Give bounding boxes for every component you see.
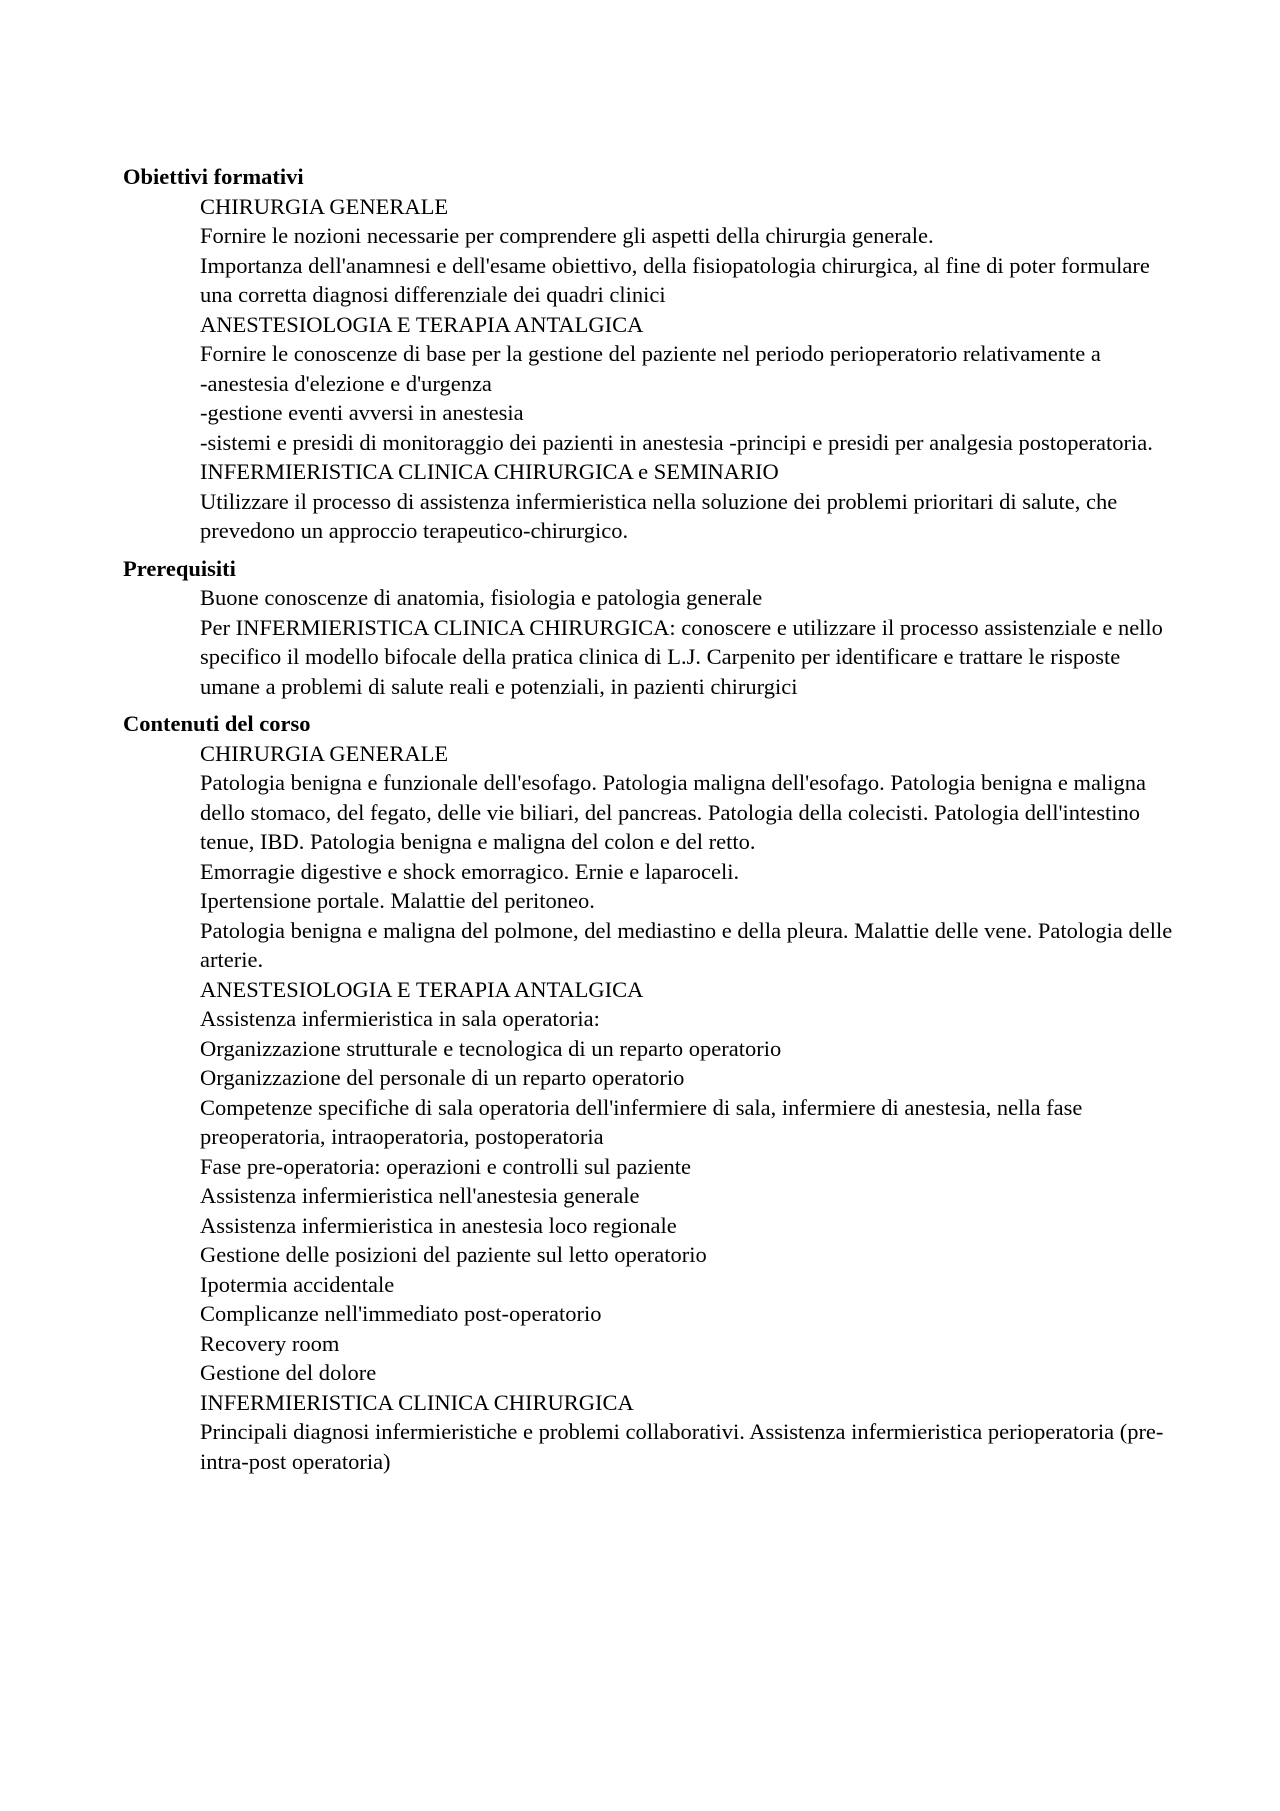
text-line: Ipertensione portale. Malattie del peritoneo. (200, 888, 595, 913)
text-line: Recovery room (200, 1330, 340, 1356)
text-line: Gestione delle posizioni del paziente sul letto operatorio (200, 1242, 707, 1267)
text-line: Complicanze nell'immediato post-operatorio (200, 1301, 602, 1326)
text-line: Importanza dell'anamnesi e dell'esame obiettivo, della fisiopatologia chirurgica, al fine di poter formulare una corretta diagnosi differenziale dei quadri clinici (200, 252, 1150, 307)
text-line: -gestione eventi avversi in anestesia (200, 400, 524, 425)
text-line: Organizzazione del personale di un reparto operatorio (200, 1065, 685, 1090)
text-line: ANESTESIOLOGIA E TERAPIA ANTALGICA (200, 311, 644, 337)
document-page (123, 162, 1183, 1476)
text-line: Patologia benigna e maligna del polmone, del mediastino e della pleura. Malattie delle vene. Patologia delle arterie. (200, 917, 1173, 972)
text-line: Fase pre-operatoria: operazioni e controlli sul paziente (200, 1153, 692, 1179)
text-line: Assistenza infermieristica in sala operatoria: (200, 1006, 600, 1031)
text-line: Competenze specifiche di sala operatoria dell'infermiere di sala, infermiere di anestesia, nella fase preoperatoria, intraoperatoria, postoperatoria (200, 1094, 1083, 1149)
text-line: Patologia benigna e funzionale dell'esofago. Patologia maligna dell'esofago. Patologia benigna e maligna dello stomaco, del fegato, delle vie biliari, del pancreas. Patologia della colecisti. Patologia dell'intestino tenue, IBD. Patologia benigna e maligna del colon e del retto. (200, 770, 1146, 854)
text-line: Assistenza infermieristica in anestesia loco regionale (200, 1212, 677, 1238)
text-line: ANESTESIOLOGIA E TERAPIA ANTALGICA (200, 976, 644, 1002)
section-body (200, 583, 1180, 701)
section-body (200, 739, 1180, 1477)
text-line: Fornire le conoscenze di base per la gestione del paziente nel periodo perioperatorio relativamente a (200, 341, 1101, 366)
text-line: CHIRURGIA GENERALE (200, 740, 449, 766)
text-line: INFERMIERISTICA CLINICA CHIRURGICA e SEMINARIO (200, 459, 779, 484)
text-line: Fornire le nozioni necessarie per comprendere gli aspetti della chirurgia generale. (200, 223, 934, 248)
section-contenuti-del-corso (123, 709, 1183, 1476)
text-line: Buone conoscenze di anatomia, fisiologia e patologia generale (200, 585, 763, 610)
text-line: Principali diagnosi infermieristiche e problemi collaborativi. Assistenza infermieristica perioperatoria (pre-intra-post operatoria) (200, 1419, 1164, 1474)
text-line: Gestione del dolore (200, 1360, 377, 1385)
text-line: -anestesia d'elezione e d'urgenza (200, 370, 492, 396)
section-body (200, 192, 1180, 546)
section-obiettivi-formativi (123, 162, 1183, 546)
section-title: Prerequisiti (123, 555, 236, 581)
text-line: Emorragie digestive e shock emorragico. Ernie e laparoceli. (200, 858, 740, 884)
text-line: Per INFERMIERISTICA CLINICA CHIRURGICA: conoscere e utilizzare il processo assistenziale e nello specifico il modello bifocale della pratica clinica di L.J. Carpenito per identificare e trattare le risposte umane a problemi di salute reali e potenziali, in pazienti chirurgici (200, 614, 1163, 699)
text-line: Assistenza infermieristica nell'anestesia generale (200, 1183, 640, 1208)
text-line: Utilizzare il processo di assistenza infermieristica nella soluzione dei problemi prioritari di salute, che prevedono un approccio terapeutico-chirurgico. (200, 488, 1118, 543)
text-line: INFERMIERISTICA CLINICA CHIRURGICA (200, 1389, 634, 1415)
section-title: Contenuti del corso (123, 711, 311, 736)
text-line: -sistemi e presidi di monitoraggio dei pazienti in anestesia -principi e presidi per analgesia postoperatoria. (200, 429, 1153, 455)
section-title: Obiettivi formativi (123, 164, 304, 189)
section-prerequisiti (123, 554, 1183, 702)
text-line: CHIRURGIA GENERALE (200, 193, 449, 219)
text-line: Organizzazione strutturale e tecnologica di un reparto operatorio (200, 1035, 782, 1061)
text-line: Ipotermia accidentale (200, 1271, 395, 1297)
